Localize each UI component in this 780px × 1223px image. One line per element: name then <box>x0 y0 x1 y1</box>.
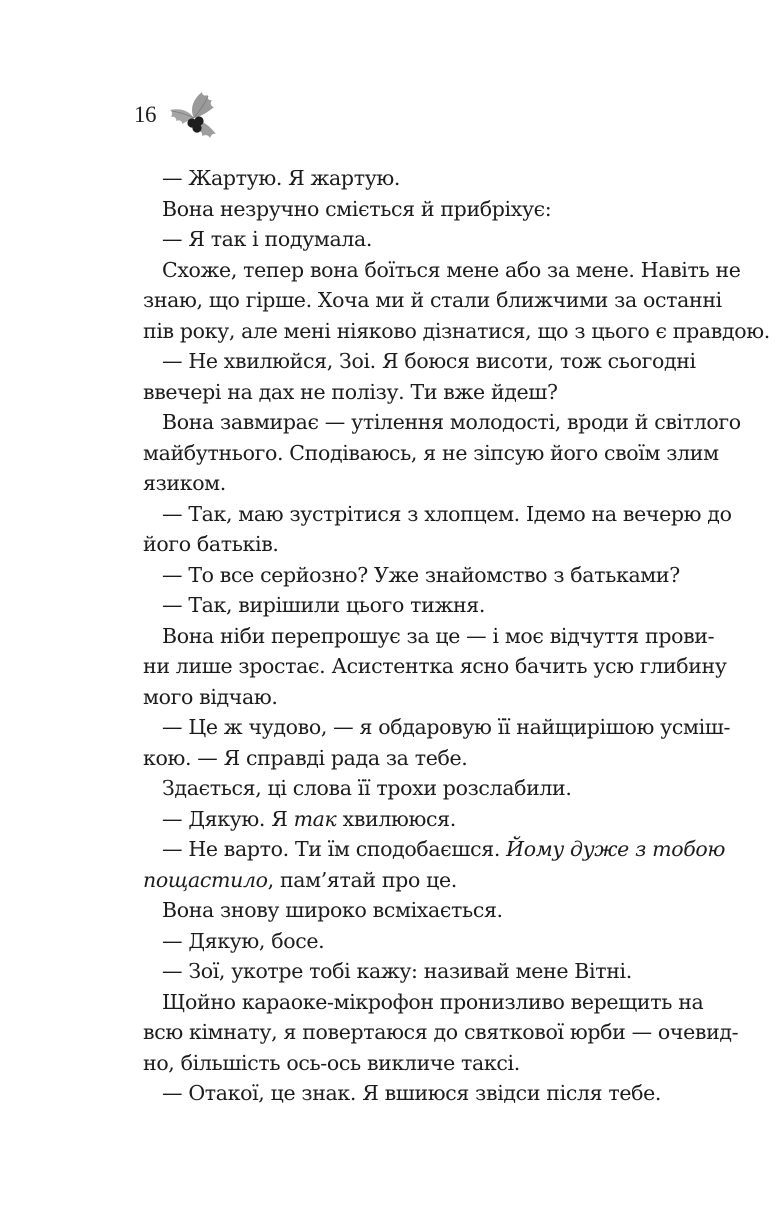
text-line: но, більшість ось-ось викличе таксі. <box>143 1050 520 1075</box>
text-segment: , пам’ятай про це. <box>267 867 457 892</box>
text-line: кою. — Я справді рада за тебе. <box>143 745 468 770</box>
text-line: Вона завмирає — утілення молодості, вроди й світлого <box>162 410 741 434</box>
text-line <box>162 804 686 835</box>
text-segment: — Дякую. Я <box>162 806 294 831</box>
text-line: язиком. <box>143 471 226 495</box>
text-line: — Так, маю зустрітися з хлопцем. Ідемо на вечерю до <box>162 501 732 526</box>
text-line: Вона знову широко всміхається. <box>162 898 503 922</box>
text-line: його батьків. <box>143 532 279 556</box>
text-line <box>162 834 726 865</box>
text-line: Щойно караоке-мікрофон пронизливо верещить на <box>162 989 704 1014</box>
text-line: Схоже, тепер вона боїться мене або за мене. Навіть не <box>162 257 741 282</box>
text-line: — Жартую. Я жартую. <box>162 166 401 190</box>
italic-segment: Йому дуже з тобою <box>506 837 726 861</box>
text-line: — Так, вирішили цього тижня. <box>162 593 486 617</box>
text-line: ввечері на дах не полізу. Ти вже йдеш? <box>143 379 558 404</box>
text-segment: хвилююся. <box>336 806 456 831</box>
text-line: — Я так і подумала. <box>162 227 373 251</box>
text-line: Здається, ці слова її трохи розслабили. <box>162 776 572 800</box>
text-line: Вона незручно сміється й прибріхує: <box>162 196 552 221</box>
text-line: знаю, що гірше. Хоча ми й стали ближчими за останні <box>143 288 722 312</box>
text-line: — Отакої, це знак. Я вшиюся звідси після тебе. <box>162 1081 662 1105</box>
text-line: Вона ніби перепрошує за це — і моє відчуття прови- <box>162 623 715 648</box>
text-line: ни лише зростає. Асистентка ясно бачить усю глибину <box>143 654 727 678</box>
text-segment: — Не варто. Ти їм сподобаєшся. <box>162 837 507 861</box>
italic-segment: пощастило <box>143 867 268 892</box>
text-line <box>143 865 686 896</box>
text-line: майбутнього. Сподіваюсь, я не зіпсую його своїм злим <box>143 440 719 465</box>
page-header <box>134 88 254 138</box>
text-line: — Дякую, босе. <box>162 928 325 953</box>
text-line: — Це ж чудово, — я обдаровую її найщирішою усміш- <box>162 715 731 739</box>
text-line: пів року, але мені ніяково дізнатися, що з цього є правдою. <box>143 318 770 343</box>
holly-icon <box>168 88 224 138</box>
text-line: — То все серйозно? Уже знайомство з батьками? <box>162 562 680 587</box>
body-text <box>143 163 770 1109</box>
italic-segment: так <box>293 806 337 831</box>
text-line: мого відчаю. <box>143 684 278 709</box>
text-line: — Зої, укотре тобі кажу: називай мене Вітні. <box>162 959 632 983</box>
page-number: 16 <box>134 102 156 127</box>
text-line: всю кімнату, я повертаюся до святкової юрби — очевид- <box>143 1020 739 1044</box>
text-line: — Не хвилюйся, Зоі. Я боюся висоти, тож сьогодні <box>162 349 696 373</box>
